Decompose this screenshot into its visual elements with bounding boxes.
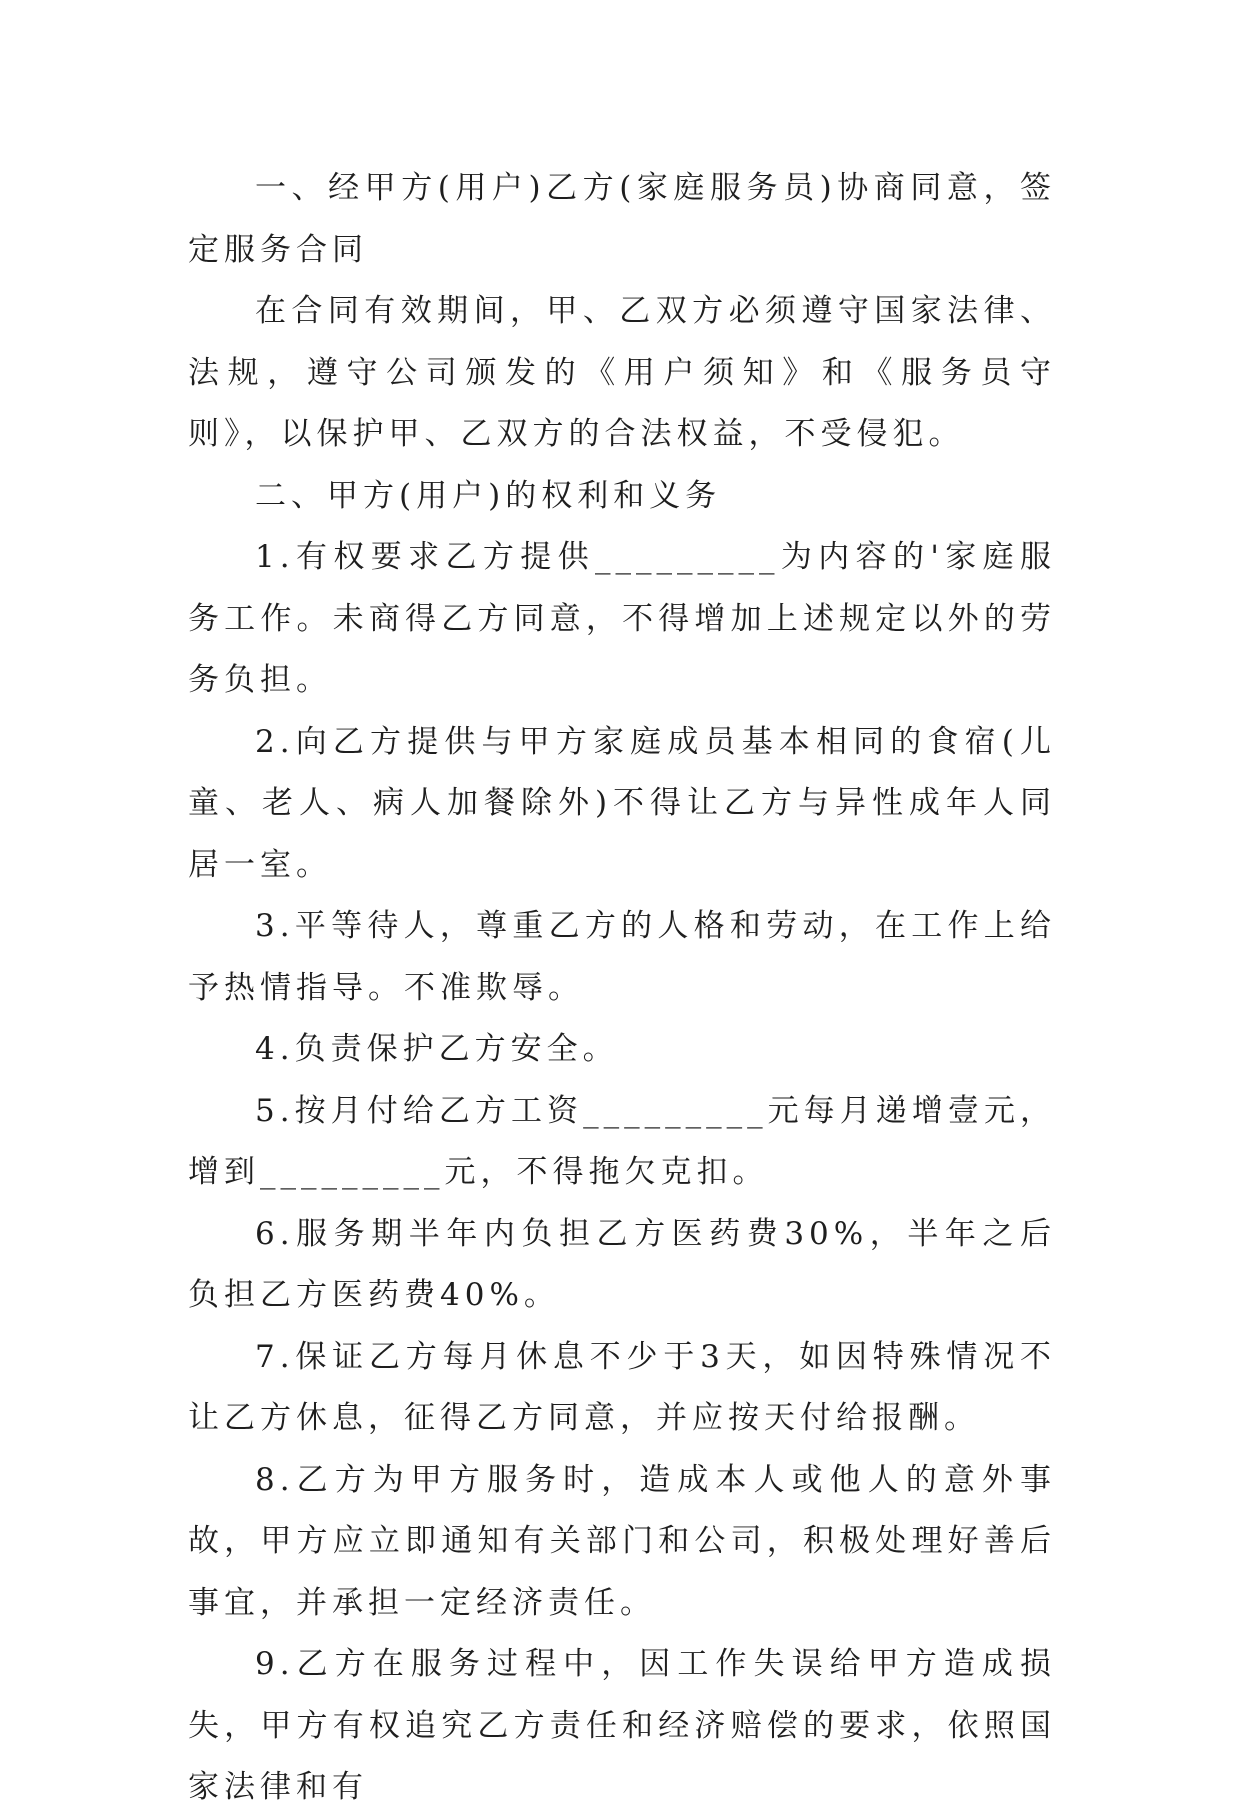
paragraph-item-1: 1.有权要求乙方提供_________为内容的'家庭服务工作。未商得乙方同意，不得增加上述规定以外的劳务负担。 (188, 539, 1056, 698)
paragraph-item-4: 4.负责保护乙方安全。 (255, 1031, 619, 1067)
paragraph-item-5: 5.按月付给乙方工资_________元每月递增壹元，增到_________元，不得拖欠克扣。 (188, 1092, 1056, 1190)
paragraph-section-two-heading: 二、甲方(用户)的权利和义务 (255, 477, 722, 514)
paragraph-section-one: 一、经甲方(用户)乙方(家庭服务员)协商同意，签定服务合同 (188, 170, 1056, 268)
paragraph-item-9: 9.乙方在服务过程中，因工作失误给甲方造成损失，甲方有权追究乙方责任和经济赔偿的要求，依照国家法律和有 (188, 1646, 1056, 1805)
paragraph-validity: 在合同有效期间，甲、乙双方必须遵守国家法律、法规，遵守公司颁发的《用户须知》和《服务员守则》，以保护甲、乙双方的合法权益，不受侵犯。 (188, 293, 1056, 452)
paragraph-item-8: 8.乙方为甲方服务时，造成本人或他人的意外事故，甲方应立即通知有关部门和公司，积极处理好善后事宜，并承担一定经济责任。 (188, 1461, 1056, 1621)
document-body (188, 158, 1056, 1819)
paragraph-item-7: 7.保证乙方每月休息不少于3天，如因特殊情况不让乙方休息，征得乙方同意，并应按天付给报酬。 (188, 1338, 1056, 1436)
paragraph-item-2: 2.向乙方提供与甲方家庭成员基本相同的食宿(儿童、老人、病人加餐除外)不得让乙方与异性成年人同居一室。 (188, 723, 1056, 883)
paragraph-item-6: 6.服务期半年内负担乙方医药费30%，半年之后负担乙方医药费40%。 (188, 1215, 1056, 1313)
paragraph-item-3: 3.平等待人，尊重乙方的人格和劳动，在工作上给予热情指导。不准欺辱。 (188, 908, 1056, 1006)
